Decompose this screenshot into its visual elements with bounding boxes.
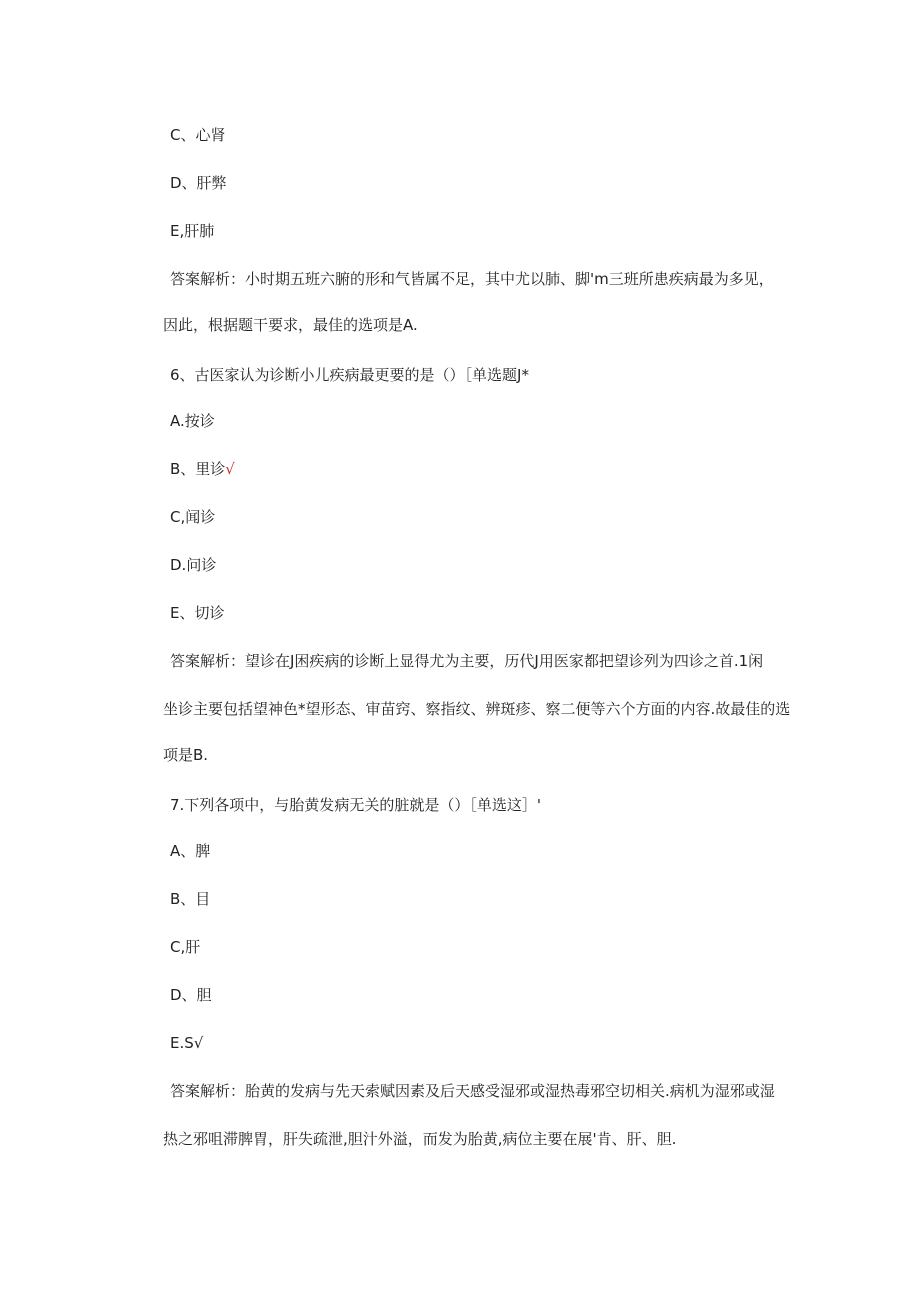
option-a: A.按诊 bbox=[170, 412, 215, 430]
answer-analysis-line: 答案解析：小时期五班六腑的形和气皆属不足，其中尤以肺、脚'm三班所患疾病最为多见， bbox=[170, 270, 774, 288]
question-stem: 7.下列各项中，与胎黄发病无关的脏就是（）［单选这］' bbox=[170, 796, 541, 814]
option-c: C、心肾 bbox=[170, 126, 226, 144]
answer-analysis-line: 坐诊主要包括望神色*望形态、审苗窍、察指纹、辨斑疹、察二便等六个方面的内容.故最佳的选 bbox=[163, 700, 791, 718]
option-d: D.问诊 bbox=[170, 556, 217, 574]
answer-analysis-line: 答案解析：胎黄的发病与先天索赋因素及后天感受湿邪或湿热毒邪空切相关.病机为湿邪或湿 bbox=[170, 1082, 775, 1100]
option-d: D、肝弊 bbox=[170, 174, 227, 192]
option-e: E,肝肺 bbox=[170, 222, 215, 240]
option-d: D、胆 bbox=[170, 986, 212, 1004]
answer-analysis-line: 项是B. bbox=[163, 746, 209, 764]
option-e: E.S√ bbox=[170, 1034, 204, 1052]
option-b bbox=[170, 459, 235, 479]
answer-analysis-line: 热之邪咀滞脾胃，肝失疏泄,胆汁外溢，而发为胎黄,病位主要在展'肯、肝、胆. bbox=[163, 1130, 677, 1148]
correct-check-mark: √ bbox=[225, 460, 235, 478]
option-e: E、切诊 bbox=[170, 604, 225, 622]
option-c: C,闻诊 bbox=[170, 508, 216, 526]
option-a: A、脾 bbox=[170, 842, 211, 860]
option-b: B、目 bbox=[170, 890, 211, 908]
question-stem: 6、古医家认为诊断小儿疾病最更要的是（）［单选题J* bbox=[170, 366, 529, 384]
option-b-label: B、里诊 bbox=[170, 460, 226, 478]
answer-analysis-line: 答案解析：望诊在J困疾病的诊断上显得尤为主要，历代J用医家都把望诊列为四诊之首.1闲 bbox=[170, 652, 764, 670]
option-c: C,肝 bbox=[170, 938, 201, 956]
answer-analysis-line: 因此，根据题干要求，最佳的选项是A. bbox=[163, 316, 418, 334]
